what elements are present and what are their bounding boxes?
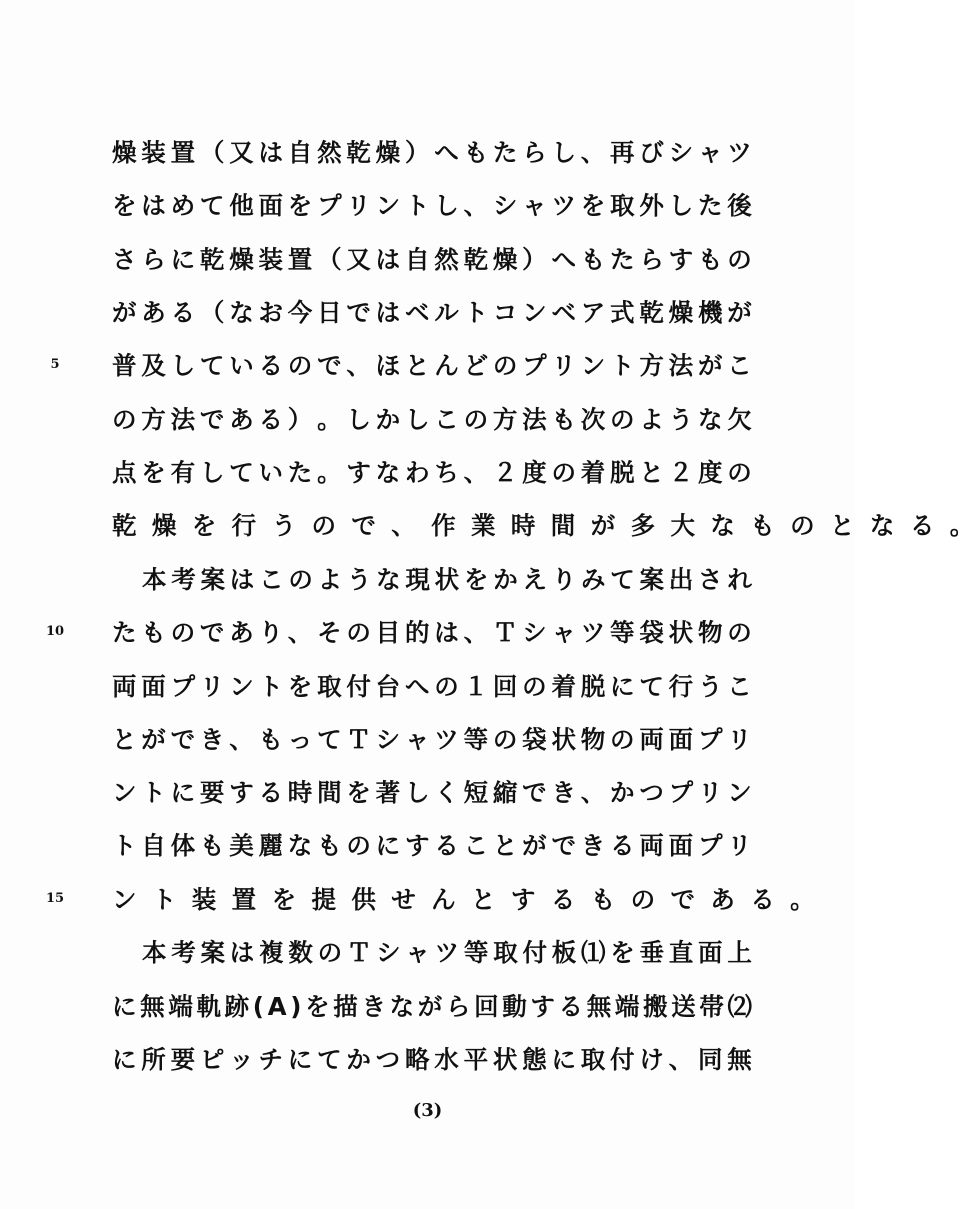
text-line: が あ る （ な お 今 日 で は ベ ル ト コ ン ベ ア 式 乾 燥 機 が [112,298,752,327]
text-line: 本 考 案 は こ の よ う な 現 状 を か え り み て 案 出 さ れ [142,565,752,594]
text-line: 燥 装 置 （ 又 は 自 然 乾 燥 ） へ も た ら し 、 再 び シ ャ ツ [112,138,752,167]
line-number-10: 10 [45,624,65,639]
text-line: ト 自 体 も 美 麗 な も の に す る こ と が で き る 両 面 プ リ [112,831,752,860]
text-line: さ ら に 乾 燥 装 置 （ 又 は 自 然 乾 燥 ） へ も た ら す も の [112,245,752,274]
text-line: 両 面 プ リ ン ト を 取 付 台 へ の １ 回 の 着 脱 に て 行 う こ [112,672,752,701]
text-line: に 無 端 軌 跡 ( A ) を 描 き な が ら 回 動 す る 無 端 搬 送 帯 ⑵ [112,992,752,1021]
text-line: 乾 燥 を 行 う の で 、 作 業 時 間 が 多 大 な も の と な る 。 [112,511,974,540]
text-line: を は め て 他 面 を プ リ ン ト し 、 シ ャ ツ を 取 外 し た 後 [112,191,752,220]
text-line: 点 を 有 し て い た 。 す な わ ち 、 ２ 度 の 着 脱 と ２ 度 の [112,458,752,487]
text-line: 普 及 し て い る の で 、 ほ と ん ど の プ リ ン ト 方 法 が こ [112,351,752,380]
text-line: の 方 法 で あ る ） 。 し か し こ の 方 法 も 次 の よ う な 欠 [112,405,752,434]
text-line: た も の で あ り 、 そ の 目 的 は 、 Ｔ シ ャ ツ 等 袋 状 物 の [112,618,752,647]
text-line: に 所 要 ピ ッ チ に て か つ 略 水 平 状 態 に 取 付 け 、 同 無 [112,1045,752,1074]
text-line: ン ト に 要 す る 時 間 を 著 し く 短 縮 で き 、 か つ プ リ ン [112,778,752,807]
text-line: と が で き 、 も っ て Ｔ シ ャ ツ 等 の 袋 状 物 の 両 面 プ リ [112,725,752,754]
text-line: 本 考 案 は 複 数 の Ｔ シ ャ ツ 等 取 付 板 ⑴ を 垂 直 面 上 [142,938,752,967]
page-number: (3) [412,1100,443,1121]
line-number-5: 5 [50,357,60,372]
line-number-15: 15 [45,891,65,906]
text-line: ン ト 装 置 を 提 供 せ ん と す る も の で あ る 。 [112,885,815,914]
